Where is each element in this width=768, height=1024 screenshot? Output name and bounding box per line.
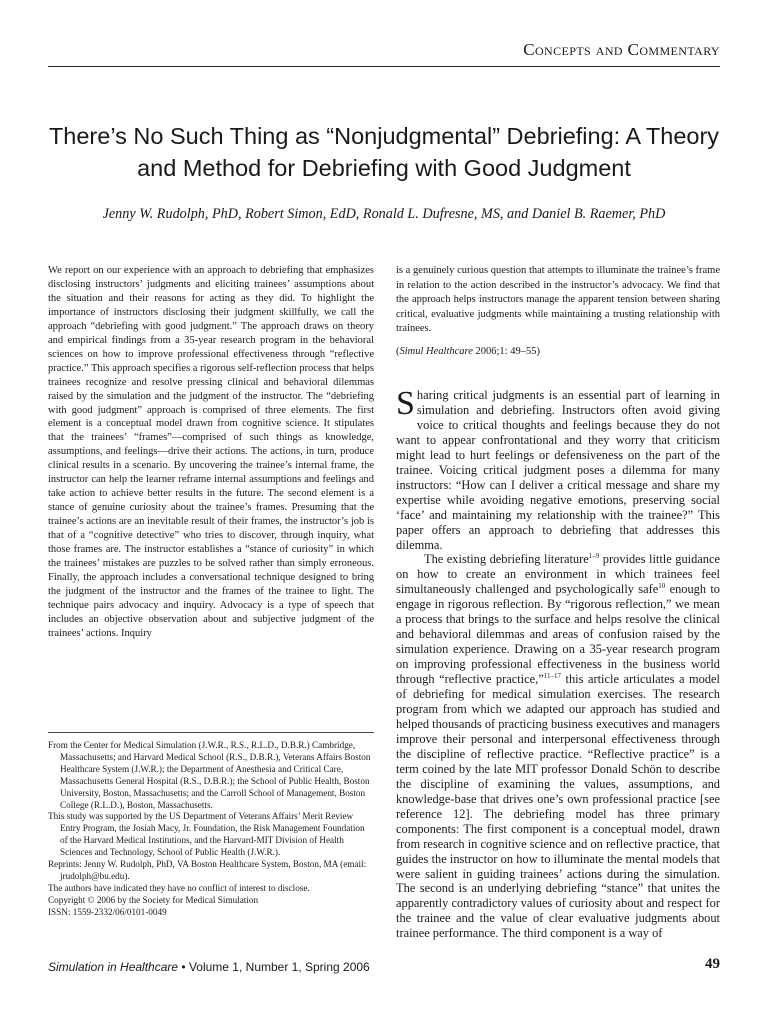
footnotes <box>48 740 374 919</box>
drop-cap: S <box>396 385 415 422</box>
page-footer <box>48 958 720 976</box>
footnote-affiliation: From the Center for Medical Simulation (J.W.R., R.S., R.L.D., D.B.R.) Cambridge, Massachusetts; and Harvard Medical School (R.S., D.B.R.), Veterans Affairs Boston Healthcare System (J.W.R.); the Department of Anesthesia and Critical Care, Massachusetts General Hospital (R.S., D.B.R.); the School of Public Health, Boston University, Boston, Massachusetts; and the Carroll School of Management, Boston College (R.L.D.), Boston, Massachusetts. <box>48 740 371 810</box>
footnote-support: This study was supported by the US Department of Veterans Affairs’ Merit Review Entry Program, the Josiah Macy, Jr. Foundation, the Risk Management Foundation of the Harvard Medical Institutions, and the Harvard-MIT Division of Health Sciences and Technology, School of Public Health (J.W.R.). <box>48 811 365 858</box>
footnote-conflict: The authors have indicated they have no conflict of interest to disclose. <box>48 882 310 893</box>
footnote-reprints: Reprints: Jenny W. Rudolph, PhD, VA Boston Healthcare System, Boston, MA (email: jrudolph@bu.edu). <box>48 859 367 881</box>
citation-details: 2006;1: 49–55) <box>472 345 540 357</box>
abstract-continuation: is a genuinely curious question that attempts to illuminate the trainee’s frame in relation to the action described in the instructor’s advocacy. We find that the approach helps instructors manage the apparent tension between sharing critical, evaluative judgments while maintaining a trusting relationship with trainees. <box>396 265 720 334</box>
footer-journal-name: Simulation in Healthcare <box>48 960 179 974</box>
abstract-right-column <box>396 264 720 359</box>
footer-issue: • Volume 1, Number 1, Spring 2006 <box>178 960 370 974</box>
reference-superscript: 1–9 <box>588 552 600 561</box>
reference-superscript: 11–17 <box>543 671 561 680</box>
article-authors: Jenny W. Rudolph, PhD, Robert Simon, EdD, Ronald L. Dufresne, MS, and Daniel B. Raemer, PhD <box>102 206 666 222</box>
citation-journal: Simul Healthcare <box>399 345 473 357</box>
section-header: Concepts and Commentary <box>523 40 720 59</box>
body-paragraph-1: Sharing critical judgments is an essential part of learning in simulation and debriefing. Instructors often avoid giving voice to critical thoughts and feelings because they do not want to appear confrontational and they worry that criticism might lead to hurt feelings or defensiveness on the part of the trainee. Voicing critical judgment poses a dilemma for many instructors: “How can I deliver a critical message and share my expertise while avoiding negative emotions, preserving social ‘face’ and maintaining my relationship with the trainee?” This paper offers an approach to debriefing that addresses this dilemma. <box>396 385 720 552</box>
body-paragraph-2: The existing debriefing literature$^{1-9}$ provides little guidance on how to create an environment in which trainees feel simultaneously challenged and psychologically safe$^{10}$ enough to engage in rigorous reflection. By “rigorous reflection,” we mean a process that brings to the surface and helps resolve the clinical and behavioral dilemmas and areas of confusion raised by the simulation experience. Drawing on a 35-year research program on improving professional effectiveness in the business world through “reflective practice,”$^{11-17}$ this article articulates a model of debriefing for medical simulation exercises. The research program from which we adapted our approach has studied and helped thousands of practicing business executives and managers improve their personal and interpersonal effectiveness through the discipline of reflective practice. “Reflective practice” is a term coined by the late MIT professor Donald Schön to describe the discipline of examining the values, assumptions, and knowledge-base that drives one’s own professional practice [see reference 12]. The debriefing model has three primary components: The first component is a conceptual model, drawn from research in cognitive science and on reflective practice, that guides the instructor on how to illuminate the mental models that were salient in guiding trainees’ actions during the simulation. The second is an underlying debriefing “stance” that unites the apparently contradictory values of curiosity about and respect for the trainee and the value of clear evaluative judgments about trainee performance. The third component is a way of <box>396 552 720 941</box>
footnote-rule <box>48 732 374 733</box>
reference-superscript: 10 <box>658 582 666 591</box>
abstract-left-column: We report on our experience with an approach to debriefing that emphasizes disclosing instructors’ judgments and eliciting trainees’ assumptions about the situation and their reasons for acting as they did. To highlight the importance of instructors disclosing their judgment skillfully, we call the approach “debriefing with good judgment.” The approach draws on theory and empirical findings from a 35-year research program in the behavioral sciences on how to improve professional effectiveness through “reflective practice.” This approach specifies a rigorous self-reflection process that helps trainees recognize and resolve pressing clinical and behavioral dilemmas raised by the simulation and the judgment of the instructor. The “debriefing with good judgment” approach is comprised of three elements. The first element is a conceptual model drawn from cognitive science. It stipulates that the trainees’ “frames”—comprised of such things as knowledge, assumptions, and feelings—drive their actions. The actions, in turn, produce clinical results in a scenario. By uncovering the trainee’s internal frame, the instructor can help the learner reframe internal assumptions and feelings and take action to achieve better results in the future. The second element is a stance of genuine curiosity about the trainee’s frames. Presuming that the trainee’s actions are an inevitable result of their frames, the instructor’s job is that of a “cognitive detective” who tries to discover, through inquiry, what those frames are. The instructor establishes a “stance of curiosity” in which the trainees’ mistakes are puzzles to be solved rather than simply erroneous. Finally, the approach includes a conversational technique designed to bring the judgment of the instructor and the frames of the trainee to light. The technique pairs advocacy and inquiry. Advocacy is a type of speech that includes an objective observation about and subjective judgment of the trainees’ actions. Inquiry <box>48 265 374 639</box>
footnote-issn: ISSN: 1559-2332/06/0101-0049 <box>48 906 167 917</box>
footnote-copyright: Copyright © 2006 by the Society for Medical Simulation <box>48 894 259 905</box>
article-title: There’s No Such Thing as “Nonjudgmental” Debriefing: A Theory and Method for Debriefing with Good Judgment <box>48 123 720 181</box>
footer-journal <box>48 960 370 974</box>
body-text <box>396 385 720 941</box>
abstract-citation: (Simul Healthcare 2006;1: 49–55) <box>396 345 540 357</box>
page-number: 49 <box>705 956 720 972</box>
header-rule <box>48 66 720 67</box>
